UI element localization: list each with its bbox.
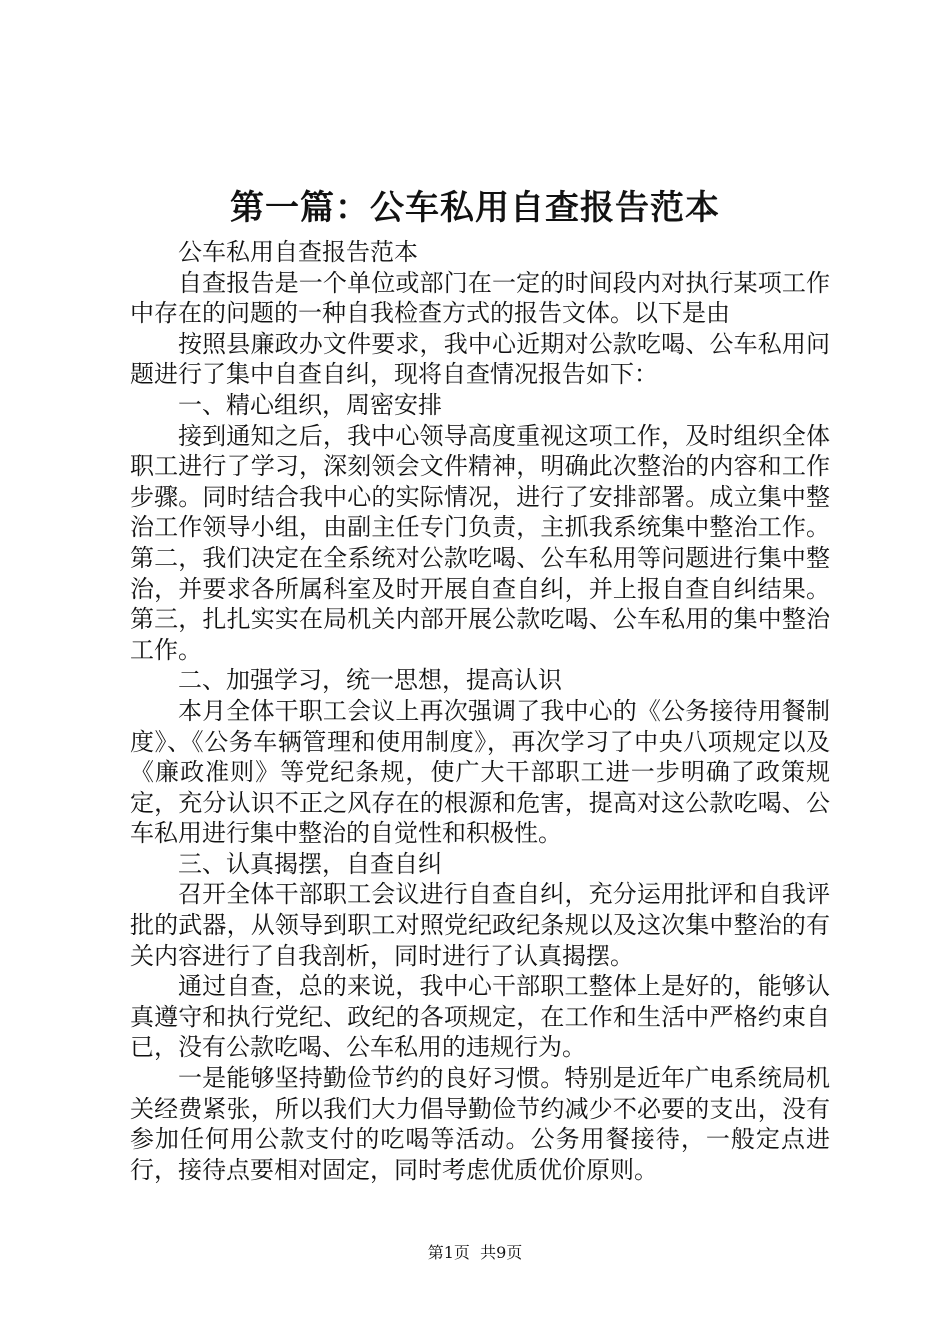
body-paragraph: 一是能够坚持勤俭节约的良好习惯。特别是近年广电系统局机关经费紧张，所以我们大力倡导勤俭节约减少不必要的支出，没有参加任何用公款支付的吃喝等活动。公务用餐接待，一般定点进行，接待点要相对固定，同时考虑优质优价原则。 — [130, 1064, 830, 1184]
body-paragraph: 接到通知之后，我中心领导高度重视这项工作，及时组织全体职工进行了学习，深刻领会文件精神，明确此次整治的内容和工作步骤。同时结合我中心的实际情况，进行了安排部署。成立集中整治工作领导小组，由副主任专门负责，主抓我系统集中整治工作。第二，我们决定在全系统对公款吃喝、公车私用等问题进行集中整治，并要求各所属科室及时开展自查自纠，并上报自查自纠结果。第三，扎扎实实在局机关内部开展公款吃喝、公车私用的集中整治工作。 — [130, 421, 830, 664]
section-heading: 一、精心组织，周密安排 — [178, 390, 442, 419]
document-body — [130, 237, 830, 1185]
section-heading: 二、加强学习，统一思想，提高认识 — [178, 666, 562, 695]
subtitle-paragraph: 公车私用自查报告范本 — [178, 238, 418, 266]
page-footer — [0, 1242, 950, 1264]
body-paragraph: 按照县廉政办文件要求，我中心近期对公款吃喝、公车私用问题进行了集中自查自纠，现将自查情况报告如下： — [130, 329, 830, 389]
body-paragraph: 召开全体干部职工会议进行自查自纠，充分运用批评和自我评批的武器，从领导到职工对照党纪政纪条规以及这次集中整治的有关内容进行了自我剖析，同时进行了认真揭摆。 — [130, 880, 830, 970]
body-paragraph: 通过自查，总的来说，我中心干部职工整体上是好的，能够认真遵守和执行党纪、政纪的各项规定，在工作和生活中严格约束自已，没有公款吃喝、公车私用的违规行为。 — [130, 972, 830, 1062]
section-heading: 三、认真揭摆，自查自纠 — [178, 849, 442, 878]
body-paragraph: 本月全体干职工会议上再次强调了我中心的《公务接待用餐制度》、《公务车辆管理和使用制度》，再次学习了中央八项规定以及《廉政准则》等党纪条规，使广大干部职工进一步明确了政策规定，充分认识不正之风存在的根源和危害，提高对这公款吃喝、公车私用进行集中整治的自觉性和积极性。 — [130, 696, 830, 848]
document-title: 第一篇：公车私用自查报告范本 — [230, 188, 720, 228]
intro-paragraph: 自查报告是一个单位或部门在一定的时间段内对执行某项工作中存在的问题的一种自我检查方式的报告文体。以下是由 — [130, 268, 830, 328]
page-number: 第1页 共9页 — [427, 1243, 523, 1262]
